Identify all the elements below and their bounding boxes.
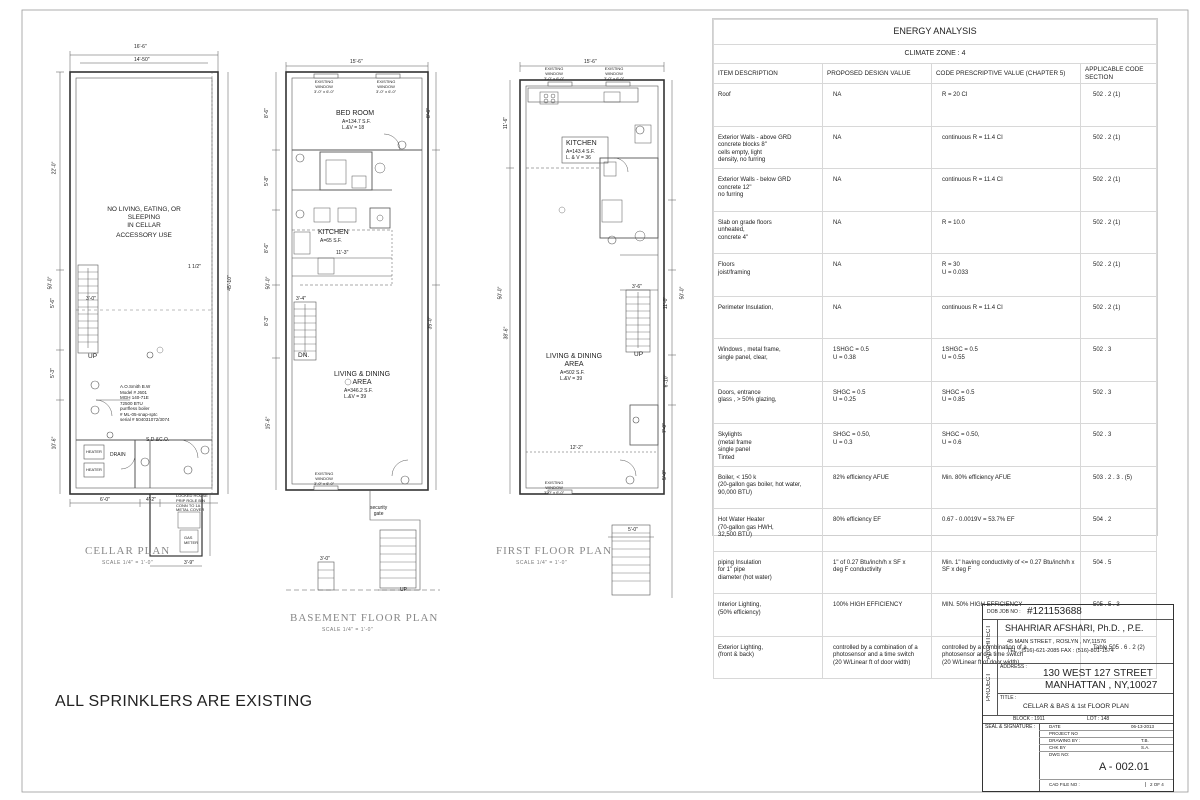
address-line-1: 130 WEST 127 STREET bbox=[1043, 668, 1153, 679]
row-section: 504 . 2 bbox=[1081, 509, 1157, 552]
basement-dim-kitchen: 11'-3" bbox=[336, 250, 349, 256]
first-dim-left-3: 11'-6" bbox=[503, 116, 510, 130]
row-item: Exterior Walls - below GRD concrete 12" no furring bbox=[714, 169, 823, 212]
lot-number: LOT : 148 bbox=[1087, 716, 1110, 722]
row-code: continuous R = 11.4 CI bbox=[932, 169, 1081, 212]
row-item: Slab on grade floors unheated, concrete 4" bbox=[714, 211, 823, 254]
basement-stair-dim: 3'-0" bbox=[320, 556, 330, 562]
cellar-use: ACCESSORY USE bbox=[116, 232, 172, 239]
basement-dim-left-5: 15'-6" bbox=[265, 416, 272, 430]
header-section: APPLICABLE CODE SECTION bbox=[1081, 64, 1157, 84]
architect-address: 45 MAIN STREET , ROSLYN , NY,11576 bbox=[1007, 639, 1107, 645]
basement-bedroom-label: BED ROOM bbox=[336, 110, 375, 117]
energy-rows bbox=[714, 84, 1157, 679]
basement-window-bottom: EXISTING WINDOW 3'-0" x 6'-0" bbox=[314, 471, 335, 486]
cellar-up-label: UP bbox=[88, 353, 98, 360]
cellar-plan-scale: SCALE 1/4" = 1'-0" bbox=[102, 560, 154, 566]
basement-dim-right-1: 50'-0" bbox=[265, 276, 272, 290]
energy-row bbox=[714, 551, 1157, 594]
cellar-dim-right: 45'-10" bbox=[226, 275, 233, 291]
sheet-number: 2 OF 4 bbox=[1145, 782, 1164, 787]
first-kitchen-area: A=143.4 S.F. L. & V = 36 bbox=[566, 149, 595, 161]
row-proposed: 1SHGC = 0.5 U = 0.38 bbox=[823, 339, 932, 382]
basement-dim-left-2: 5'-8" bbox=[263, 176, 270, 186]
cellar-heater-2: HEATER bbox=[86, 467, 102, 472]
info-grid bbox=[1039, 723, 1173, 791]
row-code: R = 10.0 bbox=[932, 211, 1081, 254]
row-code: 1SHGC = 0.5 U = 0.55 bbox=[932, 339, 1081, 382]
architect-name: SHAHRIAR AFSHARI, Ph.D. , P.E. bbox=[1005, 623, 1144, 633]
row-item: Boiler, < 150 k (20-gallon gas boiler, hot water, 90,000 BTU) bbox=[714, 466, 823, 509]
first-kitchen-label: KITCHEN bbox=[566, 140, 597, 147]
row-proposed: NA bbox=[823, 254, 932, 297]
climate-zone: CLIMATE ZONE : 4 bbox=[714, 45, 1157, 64]
basement-dim-right-2: 35'-0" bbox=[427, 316, 434, 330]
cellar-gas-meter: GAS METER bbox=[184, 535, 198, 545]
row-item: Roof bbox=[714, 84, 823, 127]
first-stair-dim: 3'-6" bbox=[632, 284, 642, 290]
row-section: 502 . 3 bbox=[1081, 424, 1157, 467]
energy-row bbox=[714, 211, 1157, 254]
cellar-heater-1: HEATER bbox=[86, 449, 102, 454]
energy-row bbox=[714, 466, 1157, 509]
row-code: 0.67 - 0.0019V = 53.7% EF bbox=[932, 509, 1081, 552]
cellar-bottom-dim-3: 3'-9" bbox=[184, 560, 194, 566]
row-section: 502 . 3 bbox=[1081, 339, 1157, 382]
basement-dn-label: DN. bbox=[298, 352, 310, 359]
cellar-dim-top-outer: 16'-6" bbox=[134, 44, 147, 50]
cellar-dim-left-3: 5'-3" bbox=[49, 368, 56, 378]
dwg-no-label: DWG NO: bbox=[1049, 752, 1070, 757]
row-item: Doors, entrance glass , > 50% glazing, bbox=[714, 381, 823, 424]
dob-label: DOB JOB NO : bbox=[987, 609, 1021, 615]
row-item: Skylights (metal frame single panel Tinted bbox=[714, 424, 823, 467]
basement-dim-right-3: 8'-6" bbox=[425, 108, 432, 118]
first-dim-right-4: 7'-0" bbox=[661, 423, 668, 433]
cellar-dim-left-1: 22'-0" bbox=[51, 161, 58, 175]
basement-bedroom-area: A=134.7 S.F. L.&V = 18 bbox=[342, 119, 371, 131]
cellar-stair-dim: 3'-0" bbox=[86, 296, 96, 302]
sprinkler-note: ALL SPRINKLERS ARE EXISTING bbox=[55, 693, 313, 710]
row-proposed: 82% efficiency AFUE bbox=[823, 466, 932, 509]
cellar-plan bbox=[56, 51, 228, 566]
project-row bbox=[983, 663, 1173, 716]
cellar-drain: DRAIN bbox=[110, 452, 126, 458]
row-item: Perimeter Insulation, bbox=[714, 296, 823, 339]
drawing-by-label: DRAWING BY : bbox=[1049, 738, 1081, 743]
title-block bbox=[982, 604, 1174, 792]
row-item: piping Insulation for 1" pipe diameter (hot water) bbox=[714, 551, 823, 594]
basement-plan bbox=[272, 62, 440, 590]
row-proposed: SHGC = 0.5 U = 0.25 bbox=[823, 381, 932, 424]
row-item: Interior Lighting, (50% efficiency) bbox=[714, 594, 823, 637]
basement-living-area: A=346.2 S.F. L.&V = 39 bbox=[344, 388, 373, 400]
first-dim-top: 15'-6" bbox=[584, 59, 597, 65]
row-code: R = 20 CI bbox=[932, 84, 1081, 127]
row-proposed: controlled by a combination of a photosensor and a time switch (20 W/Linear ft of door width) bbox=[823, 636, 932, 679]
cellar-ref-num: 1 1/2" bbox=[188, 264, 201, 270]
first-dim-right-1: 50'-0" bbox=[679, 286, 686, 300]
first-dim-mid: 12'-2" bbox=[570, 445, 583, 451]
first-dim-left-1: 50'-0" bbox=[497, 286, 504, 300]
row-proposed: NA bbox=[823, 296, 932, 339]
project-label: PROJECT bbox=[986, 673, 992, 702]
row-section: 502 . 3 bbox=[1081, 381, 1157, 424]
row-code: continuous R = 11.4 CI bbox=[932, 296, 1081, 339]
architect-phone: TEL : (516)-621-2085 FAX : (516)-801-1574 bbox=[1007, 648, 1114, 654]
project-no-label: PROJECT NO bbox=[1049, 731, 1078, 736]
energy-row bbox=[714, 381, 1157, 424]
row-item: Exterior Lighting, (front & back) bbox=[714, 636, 823, 679]
basement-dim-stair: 3'-4" bbox=[296, 296, 306, 302]
row-proposed: 100% HIGH EFFICIENCY bbox=[823, 594, 932, 637]
cellar-bottom-dim-1: 6'-0" bbox=[100, 497, 110, 503]
row-section: 502 . 2 (1) bbox=[1081, 84, 1157, 127]
row-item: Exterior Walls - above GRD concrete blocks 8" cells empty, light density, no furring bbox=[714, 126, 823, 169]
energy-row bbox=[714, 296, 1157, 339]
energy-row bbox=[714, 169, 1157, 212]
cellar-note: NO LIVING, EATING, OR SLEEPING IN CELLAR bbox=[107, 206, 181, 229]
cellar-boiler-info: A.O.Smith B.W Model # J601 MGH 140-71E 72500 BTU purrfless boiler # ML-05-snap-sptc serial # 504031072/3074 bbox=[120, 384, 170, 422]
row-section: Table 505 . 6 . 2 (2) bbox=[1081, 636, 1157, 679]
dob-row bbox=[983, 605, 1173, 620]
first-dim-right-5: 5'-0" bbox=[661, 470, 668, 480]
chk-by-value: S.A. bbox=[1141, 745, 1150, 750]
basement-kitchen-area: A=65 S.F. bbox=[320, 238, 342, 244]
cad-file-label: CAD FILE NO : bbox=[1049, 782, 1080, 787]
row-section: 502 . 2 (1) bbox=[1081, 211, 1157, 254]
row-code: SHGC = 0.50, U = 0.6 bbox=[932, 424, 1081, 467]
cellar-smoke-detector: S.D.&C.O. bbox=[146, 437, 170, 443]
first-dim-right-2: 11'-0" bbox=[663, 296, 670, 310]
cellar-dim-left-2: 5'-6" bbox=[49, 298, 56, 308]
row-proposed: NA bbox=[823, 169, 932, 212]
row-section: 505 . 5 . 3 bbox=[1081, 594, 1157, 637]
first-entry-dim: 5'-0" bbox=[628, 527, 638, 533]
seal-area bbox=[983, 723, 1040, 791]
address-line-2: MANHATTAN , NY,10027 bbox=[1045, 680, 1158, 691]
basement-dim-left-4: 8'-3" bbox=[263, 316, 270, 326]
row-code: Min. 80% efficiency AFUE bbox=[932, 466, 1081, 509]
row-item: Floors joist/framing bbox=[714, 254, 823, 297]
basement-window-1: EXISTING WINDOW 3'-0" x 6'-0" bbox=[314, 79, 335, 94]
basement-kitchen-label: KITCHEN bbox=[318, 229, 349, 236]
header-proposed: PROPOSED DESIGN VALUE bbox=[823, 64, 932, 84]
row-section: 504 . 5 bbox=[1081, 551, 1157, 594]
block-number: BLOCK : 1911 bbox=[1013, 716, 1045, 722]
row-proposed: 1" of 0.27 Btu/inch/h x SF x deg F conductivity bbox=[823, 551, 932, 594]
row-code: Min. 1" having conductivity of <= 0.27 Btu/inch/h x SF x deg F bbox=[932, 551, 1081, 594]
title-value: CELLAR & BAS & 1st FLOOR PLAN bbox=[1023, 703, 1129, 710]
row-code: R = 30 U = 0.033 bbox=[932, 254, 1081, 297]
header-code: CODE PRESCRIPTIVE VALUE (CHAPTER 5) bbox=[932, 64, 1081, 84]
cellar-dim-left-4: 10'-6" bbox=[51, 436, 58, 450]
first-plan-title: FIRST FLOOR PLAN bbox=[496, 545, 613, 557]
dwg-number: A - 002.01 bbox=[1099, 761, 1150, 773]
row-code: SHGC = 0.5 U = 0.85 bbox=[932, 381, 1081, 424]
energy-row bbox=[714, 509, 1157, 552]
row-section: 503 . 2 . 3 . (5) bbox=[1081, 466, 1157, 509]
dob-number: #121153688 bbox=[1027, 606, 1082, 617]
row-proposed: 80% efficiency EF bbox=[823, 509, 932, 552]
cellar-bottom-dim-2: 4'-2" bbox=[146, 497, 156, 503]
row-proposed: NA bbox=[823, 211, 932, 254]
first-dim-right-3: 6'-10" bbox=[663, 374, 670, 388]
row-proposed: SHGC = 0.50, U = 0.3 bbox=[823, 424, 932, 467]
energy-row bbox=[714, 339, 1157, 382]
row-item: Hot Water Heater (70-gallon gas HWH, 32,500 BTU) bbox=[714, 509, 823, 552]
first-window-2: EXISTING WINDOW 3'-0" x 6'-0" bbox=[604, 66, 625, 81]
first-living-area: A=502 S.F. L.&V = 39 bbox=[560, 370, 585, 382]
energy-title: ENERGY ANALYSIS bbox=[714, 20, 1157, 45]
basement-window-2: EXISTING WINDOW 3'-0" x 6'-0" bbox=[376, 79, 397, 94]
address-label: ADDRESS : bbox=[1000, 664, 1027, 670]
basement-living-label: LIVING & DINING AREA bbox=[334, 371, 391, 386]
header-item: ITEM DESCRIPTION bbox=[714, 64, 823, 84]
row-section: 502 . 2 (1) bbox=[1081, 169, 1157, 212]
row-code: controlled by a combination of a photosensor and a time switch (20 W/Linear ft of door width) bbox=[932, 636, 1081, 679]
first-up-label: UP bbox=[634, 351, 644, 358]
basement-plan-title: BASEMENT FLOOR PLAN bbox=[290, 612, 439, 624]
basement-up-label: UP bbox=[400, 587, 407, 593]
architect-row bbox=[983, 619, 1173, 664]
row-section: 502 . 2 (1) bbox=[1081, 296, 1157, 339]
date-label: DATE bbox=[1049, 724, 1061, 729]
cellar-dim-top-inner: 14'-50" bbox=[134, 57, 150, 63]
first-living-label: LIVING & DINING AREA bbox=[546, 353, 603, 368]
architect-label: ARCHITECT bbox=[986, 625, 992, 660]
row-code: MIN. 50% HIGH EFFICIENCY bbox=[932, 594, 1081, 637]
basement-dim-top: 15'-6" bbox=[350, 59, 363, 65]
basement-dim-left-3: 8'-6" bbox=[263, 243, 270, 253]
row-item: Windows , metal frame, single panel, clear, bbox=[714, 339, 823, 382]
cellar-meter-note: LOCKED HOUSE PRIP ROLE BIN CONN TO 1A METAL COVER bbox=[176, 493, 208, 513]
row-section: 502 . 2 (1) bbox=[1081, 126, 1157, 169]
first-window-bottom: EXISTING WINDOW 3'-0" x 6'-0" bbox=[544, 480, 565, 495]
energy-row bbox=[714, 254, 1157, 297]
energy-row bbox=[714, 424, 1157, 467]
chk-by-label: CHK BY bbox=[1049, 745, 1066, 750]
cellar-dim-right-2: 50'-0" bbox=[47, 276, 54, 290]
basement-plan-scale: SCALE 1/4" = 1'-0" bbox=[322, 627, 374, 633]
basement-security-gate: security gate bbox=[370, 505, 388, 517]
title-label: TITLE : bbox=[1000, 695, 1017, 701]
seal-label: SEAL & SIGNATURE : bbox=[985, 724, 1036, 730]
first-window-1: EXISTING WINDOW 3'-0" x 6'-0" bbox=[544, 66, 565, 81]
energy-row bbox=[714, 126, 1157, 169]
row-section: 502 . 2 (1) bbox=[1081, 254, 1157, 297]
row-proposed: NA bbox=[823, 84, 932, 127]
row-proposed: NA bbox=[823, 126, 932, 169]
energy-row bbox=[714, 84, 1157, 127]
basement-dim-left-1: 8'-6" bbox=[263, 108, 270, 118]
cellar-plan-title: CELLAR PLAN bbox=[85, 545, 171, 557]
first-plan-scale: SCALE 1/4" = 1'-0" bbox=[516, 560, 568, 566]
drawing-by-value: T.B. bbox=[1141, 738, 1149, 743]
first-dim-left-2: 38'-6" bbox=[503, 326, 510, 340]
row-code: continuous R = 11.4 CI bbox=[932, 126, 1081, 169]
date-value: 06-13-2013 bbox=[1131, 724, 1155, 729]
